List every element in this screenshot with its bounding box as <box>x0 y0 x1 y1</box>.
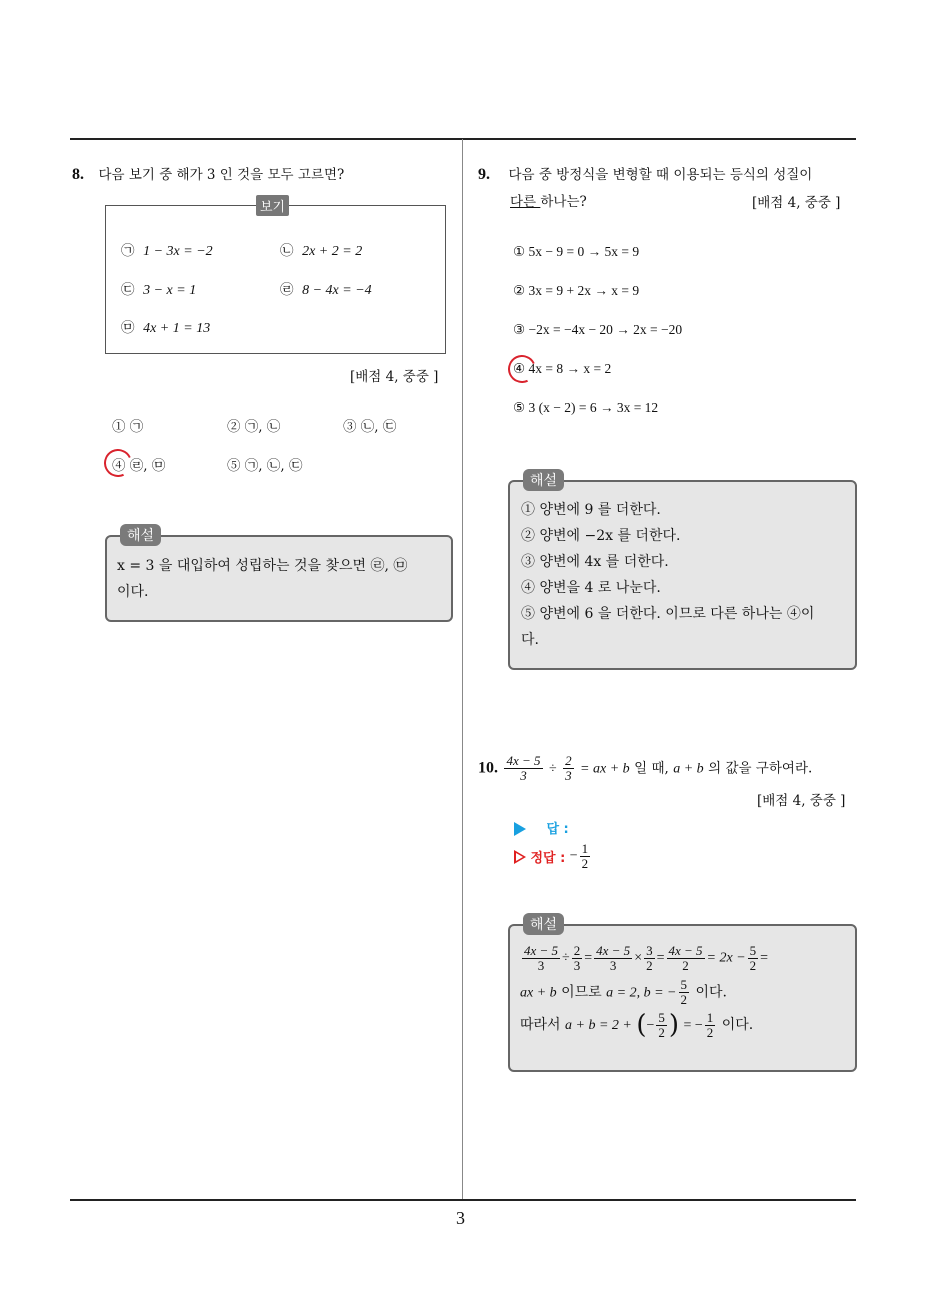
solution-text <box>117 553 407 605</box>
question-9 <box>478 163 812 184</box>
top-rule <box>70 138 856 140</box>
bottom-rule <box>70 1199 856 1201</box>
solution-line: ① 양변에 9 를 더한다. <box>521 502 661 518</box>
solution-line: ② 양변에 −2x 를 더한다. <box>521 528 681 544</box>
solution-line: x = 3 을 대입하여 성립하는 것을 찾으면 ㉣, ㉤ <box>117 558 408 574</box>
outline-triangle-icon <box>514 850 526 864</box>
bogi-item: ㉤ 4x + 1 = 13 <box>121 320 211 336</box>
underlined-word: 다른 <box>510 194 541 210</box>
column-divider <box>462 139 463 1201</box>
question-number: 10. <box>478 759 498 777</box>
answer-choice-1[interactable]: ① 5x − 9 = 0 → 5x = 9 <box>513 244 640 259</box>
answer-input-row[interactable] <box>514 818 569 837</box>
solution-label: 해설 <box>523 913 564 935</box>
question-8 <box>72 163 344 184</box>
solution-line: ③ 양변에 4x 를 더한다. <box>521 554 669 570</box>
answer-choice-1[interactable]: ① ㉠ <box>112 419 144 435</box>
solution-line: 따라서 a + b = 2 + (− $\frac{5}{2}$ ) = − $\frac{1}{2}$ 이다. <box>520 1009 754 1040</box>
correct-answer-label: 정답 : <box>530 851 566 866</box>
question-number: 9. <box>478 166 490 183</box>
answer-choice-2[interactable]: ② 3x = 9 + 2x → x = 9 <box>513 283 640 298</box>
play-triangle-icon <box>514 822 526 836</box>
answer-choice-5[interactable]: ⑤ 3 (x − 2) = 6 → 3x = 12 <box>513 400 659 415</box>
question-number: 8. <box>72 166 84 183</box>
score-label: [배점 4, 중중 ] <box>350 369 439 385</box>
question-text-line2: 다른 하나는? <box>510 194 587 210</box>
question-text: 다음 보기 중 해가 3 인 것을 모두 고르면? <box>98 167 345 183</box>
answer-choice-3[interactable]: ③ −2x = −4x − 20 → 2x = −20 <box>513 322 683 337</box>
score-label: [배점 4, 중중 ] <box>757 793 846 809</box>
solution-line: $\frac{4x - 5}{3}$ ÷ $\frac{2}{3}$ = $\frac{4x - 5}{3}$ × $\frac{3}{2}$ = $\frac{4x - 5}{2}$ = 2x − $\frac{5}{2}$ = <box>524 943 769 973</box>
question-10: 10. $\frac{4x - 5}{3}$ ÷ $\frac{2}{3}$ = ax + b 일 때, a + b 의 값을 구하여라. <box>478 753 813 783</box>
answer-choice-2[interactable]: ② ㉠, ㉡ <box>227 419 281 435</box>
fraction: $\frac{4x - 5}{3}$ <box>506 753 541 783</box>
bogi-item: ㉡ 2x + 2 = 2 <box>280 243 363 259</box>
correct-answer-fraction: $\frac{1}{2}$ <box>581 841 589 871</box>
answer-label: 답 : <box>546 822 569 837</box>
selected-answer-mark <box>100 445 136 481</box>
answer-choice-4[interactable]: ④ ㉣, ㉤ <box>112 458 166 474</box>
solution-line: ④ 양변을 4 로 나눈다. <box>521 580 661 596</box>
selected-answer-mark <box>504 351 540 387</box>
bogi-item: ㉠ 1 − 3x = −2 <box>121 243 213 259</box>
correct-answer-row: 정답 : − $\frac{1}{2}$ <box>514 842 592 871</box>
bogi-item: ㉢ 3 − x = 1 <box>121 282 197 298</box>
solution-label: 해설 <box>523 469 564 491</box>
fraction: $\frac{2}{3}$ <box>565 753 572 783</box>
bogi-label: 보기 <box>256 195 289 216</box>
page-number: 3 <box>456 1208 465 1228</box>
answer-choice-3[interactable]: ③ ㉡, ㉢ <box>343 419 397 435</box>
score-label: [배점 4, 중중 ] <box>752 195 841 211</box>
solution-line: 다. <box>521 632 539 648</box>
solution-line: ax + b 이므로 a = 2, b = − $\frac{5}{2}$ 이다. <box>520 977 727 1007</box>
solution-label: 해설 <box>120 524 161 546</box>
answer-choice-5[interactable]: ⑤ ㉠, ㉡, ㉢ <box>227 458 303 474</box>
bogi-item: ㉣ 8 − 4x = −4 <box>280 282 372 298</box>
solution-line: ⑤ 양변에 6 을 더한다. 이므로 다른 하나는 ④이 <box>521 606 815 622</box>
answer-choice-4[interactable]: ④ 4x = 8 → x = 2 <box>513 361 612 376</box>
question-text: 다음 중 방정식을 변형할 때 이용되는 등식의 성질이 <box>508 167 813 183</box>
solution-text <box>521 497 814 653</box>
solution-line: 이다. <box>117 584 149 600</box>
